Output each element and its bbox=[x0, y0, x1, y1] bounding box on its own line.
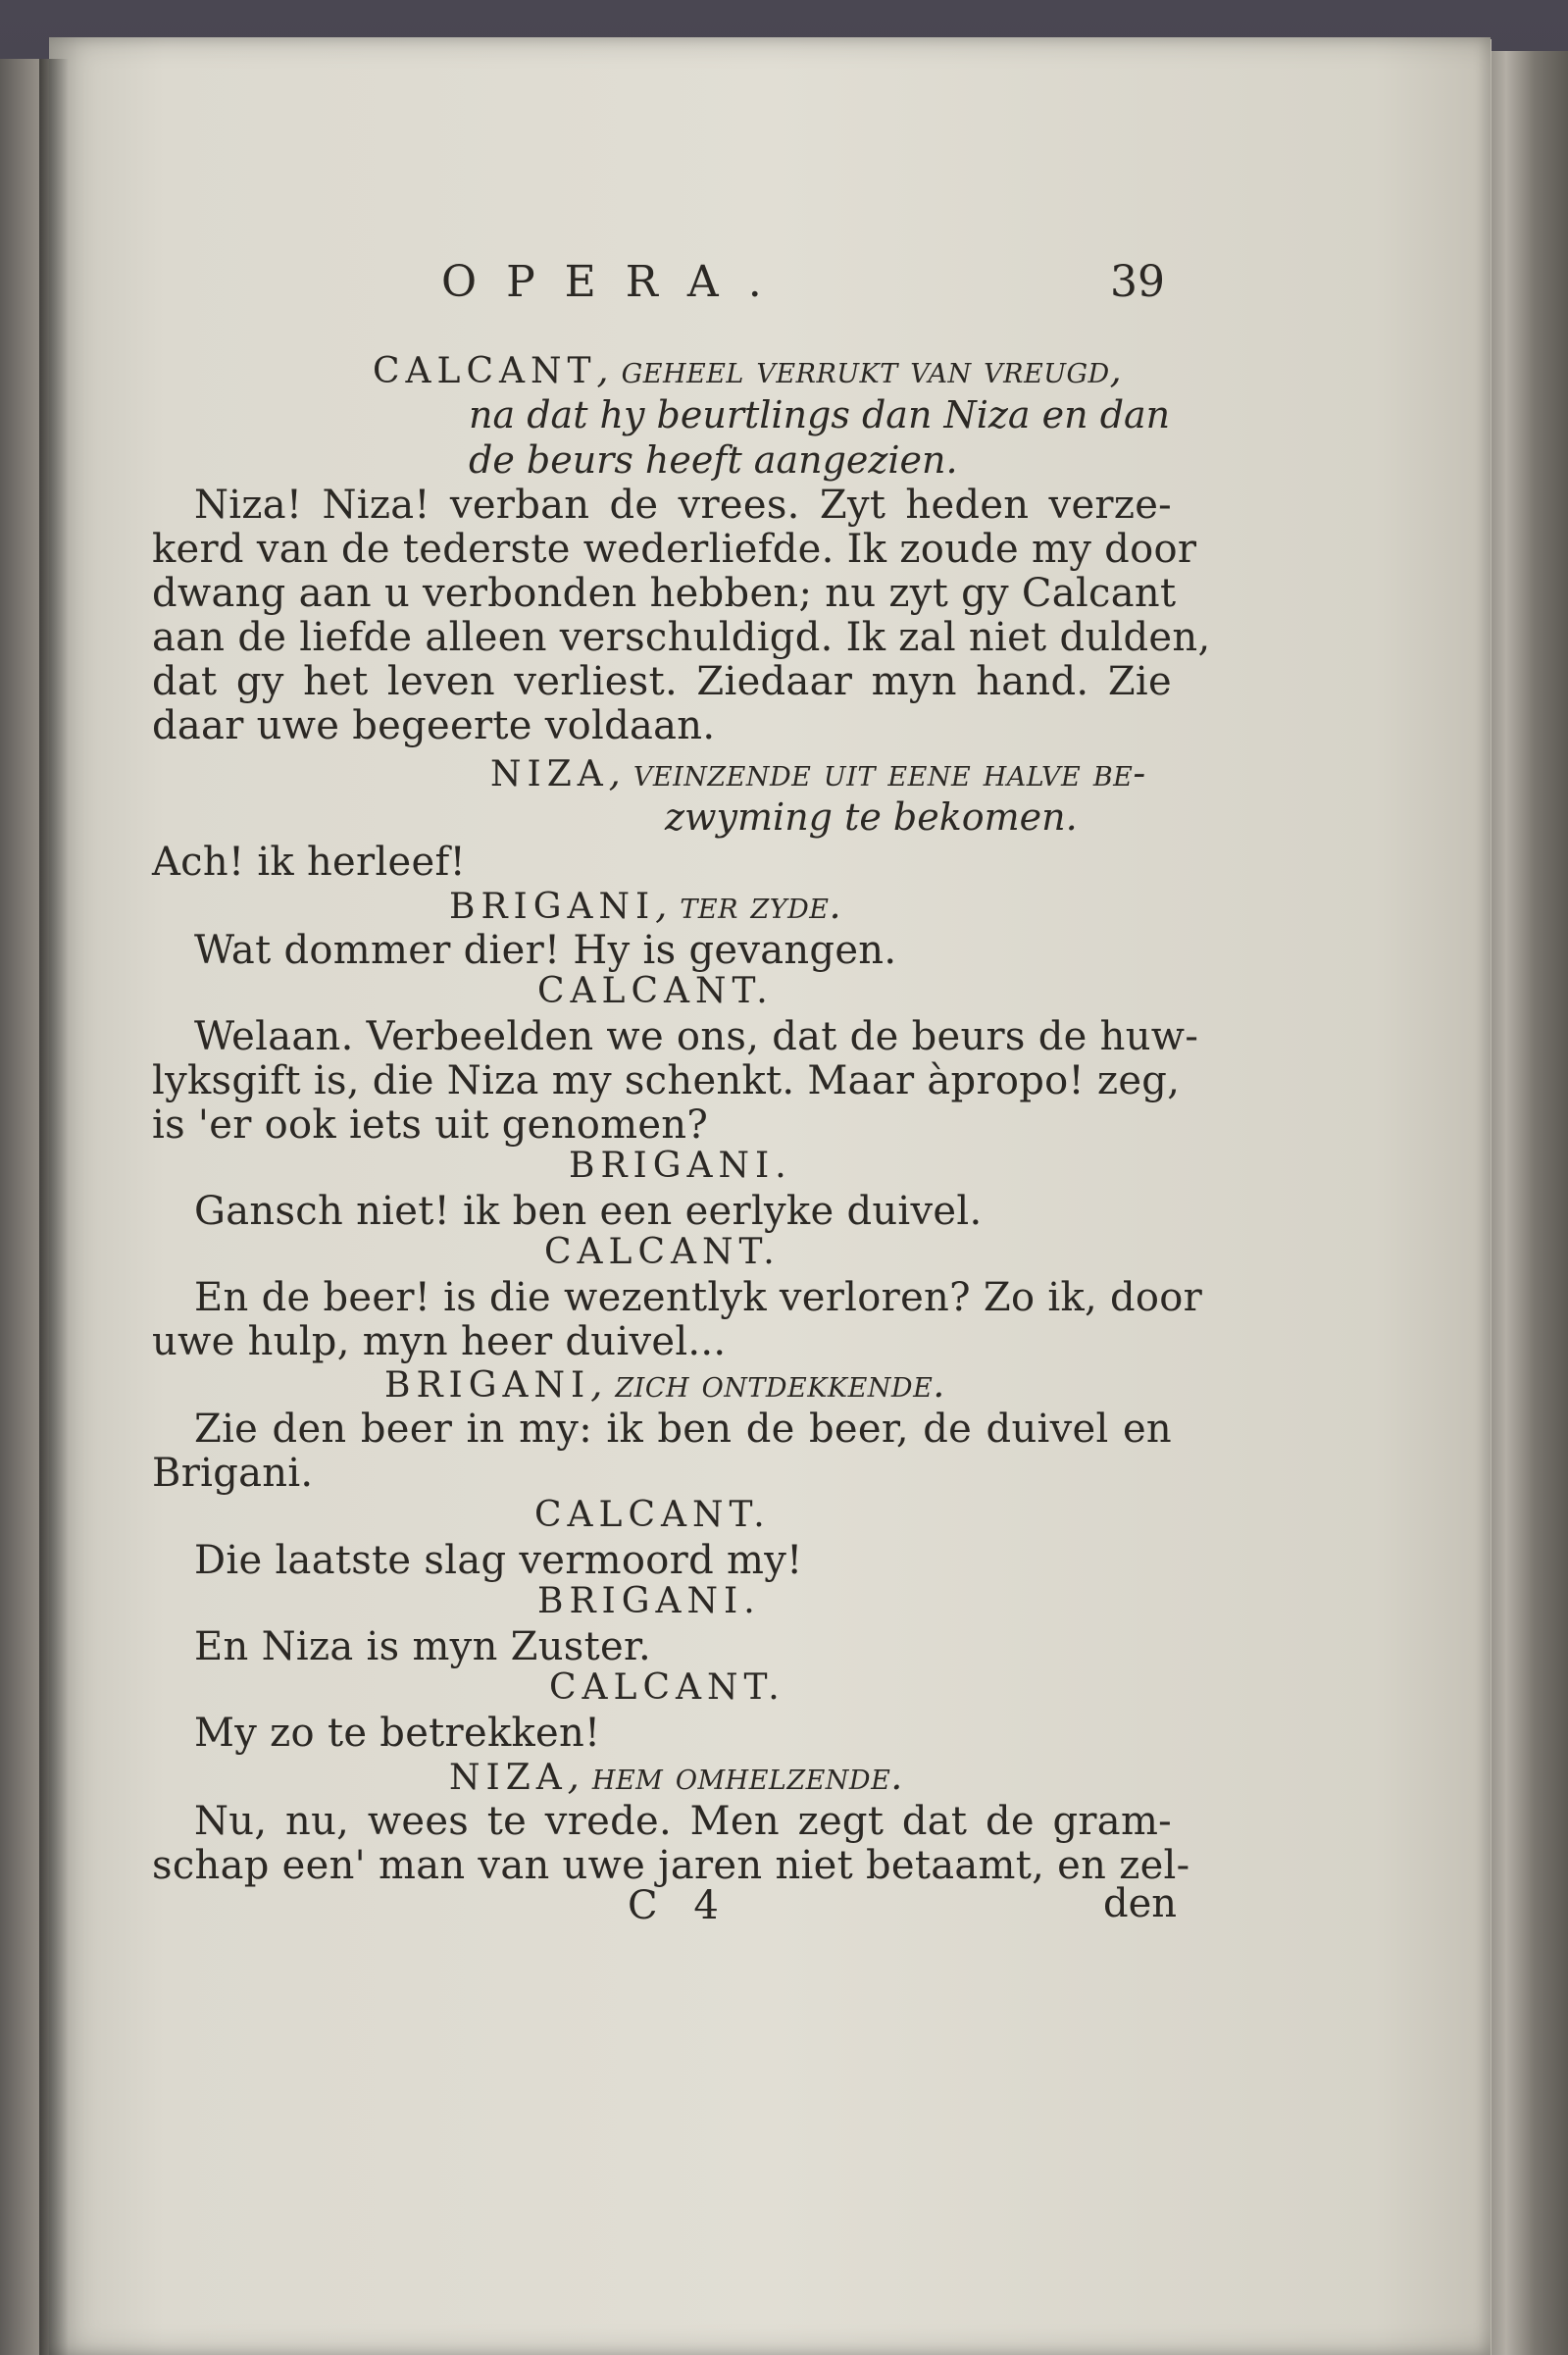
stage-direction: , geheel verrukt van vreugd, bbox=[596, 348, 1123, 391]
text-line: Ach! ik herleef! bbox=[152, 840, 466, 885]
stage-direction-line: na dat hy beurtlings dan Niza en dan bbox=[469, 393, 1171, 436]
text-line: En Niza is myn Zuster. bbox=[194, 1624, 652, 1669]
text-line: Die laatste slag vermoord my! bbox=[194, 1538, 803, 1583]
text-line: Zie den beer in my: ik ben de beer, de duivel en bbox=[194, 1407, 1172, 1452]
text-line: lyksgift is, die Niza my schenkt. Maar àpropo! zeg, bbox=[152, 1058, 1181, 1103]
page-number: 39 bbox=[1110, 257, 1165, 307]
speaker-calcant: CALCANT, geheel verrukt van vreugd, bbox=[373, 348, 1123, 391]
stage-direction: , veinzende uit eene halve be- bbox=[608, 751, 1146, 794]
running-head: OPERA. bbox=[441, 257, 791, 307]
stage-direction-line: zwyming te bekomen. bbox=[665, 795, 1078, 839]
speaker-brigani: BRIGANI. bbox=[569, 1146, 792, 1186]
text-line: Brigani. bbox=[152, 1451, 314, 1496]
stage-direction: , hem omhelzende. bbox=[567, 1755, 903, 1798]
text-line: daar uwe begeerte voldaan. bbox=[152, 703, 716, 748]
text-line: uwe hulp, myn heer duivel... bbox=[152, 1319, 727, 1364]
text-line: Nu, nu, wees te vrede. Men zegt dat de gram- bbox=[194, 1799, 1172, 1844]
text-line: Niza! Niza! verban de vrees. Zyt heden verze- bbox=[194, 483, 1172, 528]
text-line: Gansch niet! ik ben een eerlyke duivel. bbox=[194, 1189, 983, 1234]
text-line: aan de liefde alleen verschuldigd. Ik zal niet dulden, bbox=[152, 615, 1211, 660]
stage-direction: , zich ontdekkende. bbox=[590, 1362, 945, 1406]
text-line: dat gy het leven verliest. Ziedaar myn hand. Zie bbox=[152, 659, 1172, 704]
text-line: Wat dommer dier! Hy is gevangen. bbox=[194, 928, 897, 973]
speaker-niza: NIZA, veinzende uit eene halve be- bbox=[490, 751, 1146, 794]
catchword: den bbox=[1103, 1881, 1178, 1926]
speaker-calcant: CALCANT. bbox=[534, 1495, 771, 1535]
speaker-calcant: CALCANT. bbox=[537, 971, 774, 1011]
stage-direction: , ter zyde. bbox=[655, 884, 842, 927]
text-line: kerd van de tederste wederliefde. Ik zoude my door bbox=[152, 527, 1197, 572]
text-line: My zo te betrekken! bbox=[194, 1711, 601, 1756]
text-line: dwang aan u verbonden hebben; nu zyt gy Calcant bbox=[152, 571, 1177, 616]
speaker-calcant: CALCANT. bbox=[544, 1232, 781, 1272]
stage-direction-line: de beurs heeft aangezien. bbox=[469, 438, 958, 482]
text-line: is 'er ook iets uit genomen? bbox=[152, 1102, 709, 1148]
text-line: Welaan. Verbeelden we ons, dat de beurs de huw- bbox=[194, 1014, 1199, 1059]
speaker-brigani: BRIGANI, zich ontdekkende. bbox=[384, 1362, 945, 1406]
speaker-niza: NIZA, hem omhelzende. bbox=[449, 1755, 903, 1798]
speaker-brigani: BRIGANI, ter zyde. bbox=[449, 884, 842, 927]
text-line: En de beer! is die wezentlyk verloren? Zo ik, door bbox=[194, 1275, 1203, 1320]
speaker-calcant: CALCANT. bbox=[549, 1667, 785, 1708]
signature-mark: C 4 bbox=[628, 1883, 731, 1928]
text-line: schap een' man van uwe jaren niet betaamt, en zel- bbox=[152, 1843, 1190, 1888]
speaker-brigani: BRIGANI. bbox=[537, 1581, 761, 1621]
